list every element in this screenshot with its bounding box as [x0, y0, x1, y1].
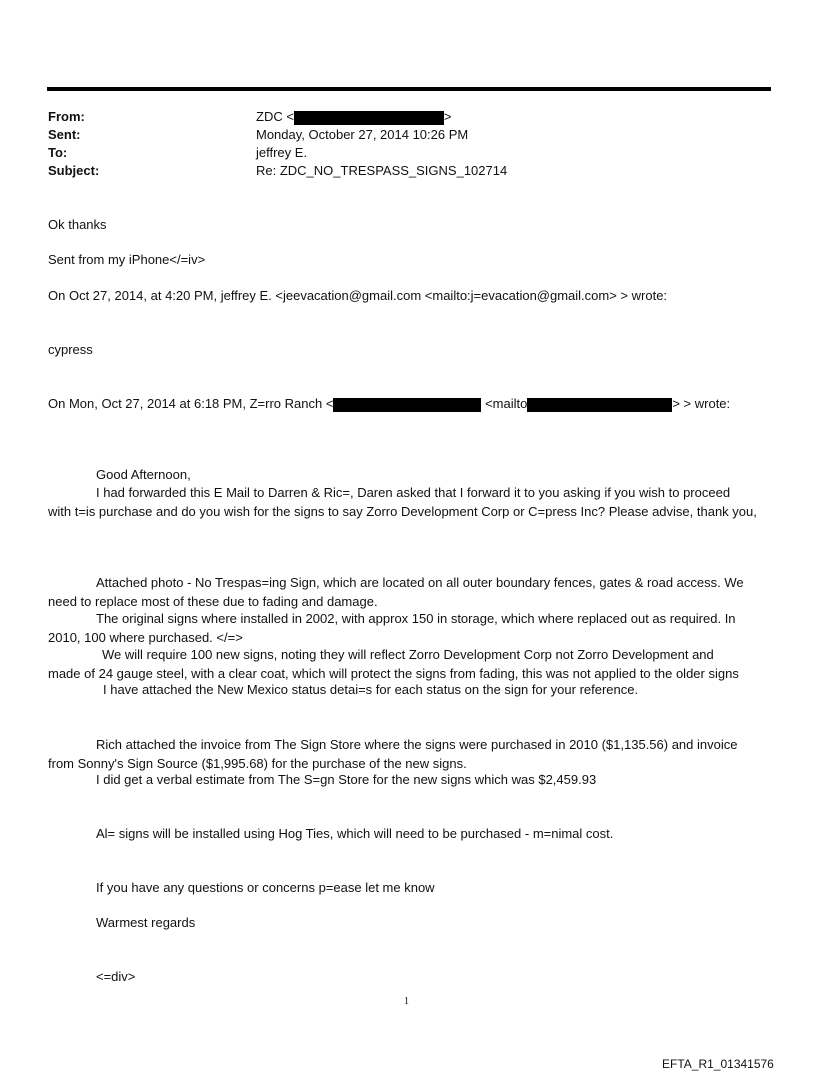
- paragraph-line: I had forwarded this E Mail to Darren & Ric=, Daren asked that I forward it to you asking if you wish to proceed: [96, 485, 731, 500]
- quote2-prefix: On Mon, Oct 27, 2014 at 6:18 PM, Z=rro Ranch <: [48, 396, 334, 411]
- paragraph-status-details: I have attached the New Mexico status detai=s for each status on the sign for your reference.: [103, 682, 639, 697]
- paragraph-line: with t=is purchase and do you wish for the signs to say Zorro Development Corp or C=press Inc? Please advise, thank you,: [48, 503, 757, 519]
- quote2-mid: <mailto: [485, 396, 528, 411]
- paragraph-new-signs: [48, 646, 772, 683]
- subject-value: Re: ZDC_NO_TRESPASS_SIGNS_102714: [256, 163, 508, 178]
- to-label: To:: [48, 145, 68, 160]
- paragraph-line: made of 24 gauge steel, with a clear coat, which will protect the signs from fading, this was not applied to the older signs: [48, 665, 739, 681]
- paragraph-line: We will require 100 new signs, noting they will reflect Zorro Development Corp not Zorro Development and: [102, 647, 714, 662]
- from-value: [256, 109, 452, 125]
- to-value: jeffrey E.: [256, 145, 308, 160]
- quote2-header: [48, 396, 730, 412]
- quote2-suffix: > > wrote:: [672, 396, 731, 411]
- quote1-text: cypress: [48, 342, 93, 357]
- paragraph-invoice: [48, 736, 772, 773]
- paragraph-line: Rich attached the invoice from The Sign Store where the signs were purchased in 2010 ($1,135.56) and invoice: [96, 737, 738, 752]
- signature-text: Sent from my iPhone</=iv>: [48, 252, 206, 267]
- paragraph-questions: If you have any questions or concerns p=ease let me know: [96, 880, 435, 895]
- closing-text: Warmest regards: [96, 915, 196, 930]
- reply-text: Ok thanks: [48, 217, 107, 232]
- header-rule: [47, 87, 771, 91]
- paragraph-photo: [48, 574, 772, 611]
- redaction-bar: [294, 111, 444, 125]
- bates-number: EFTA_R1_01341576: [662, 1057, 774, 1071]
- paragraph-line: from Sonny's Sign Source ($1,995.68) for the purchase of the new signs.: [48, 755, 467, 771]
- redaction-bar: [333, 398, 481, 412]
- sent-value: Monday, October 27, 2014 10:26 PM: [256, 127, 469, 142]
- page-number: 1: [404, 996, 409, 1007]
- end-tag-text: <=div>: [96, 969, 136, 984]
- paragraph-hog-ties: Al= signs will be installed using Hog Ties, which will need to be purchased - m=nimal cost.: [96, 826, 614, 841]
- quote1-header: On Oct 27, 2014, at 4:20 PM, jeffrey E. <jeevacation@gmail.com <mailto:j=evacation@gmail.com> > wrote:: [48, 288, 668, 303]
- redaction-bar: [527, 398, 672, 412]
- from-suffix: >: [443, 109, 452, 124]
- from-label: From:: [48, 109, 85, 124]
- paragraph-line: The original signs where installed in 2002, with approx 150 in storage, which where replaced out as required. In: [96, 611, 736, 626]
- paragraph-estimate: I did get a verbal estimate from The S=gn Store for the new signs which was $2,459.93: [96, 772, 597, 787]
- paragraph-original-signs: [48, 610, 772, 647]
- subject-label: Subject:: [48, 163, 100, 178]
- sent-label: Sent:: [48, 127, 81, 142]
- paragraph-line: Attached photo - No Trespas=ing Sign, which are located on all outer boundary fences, gates & road access. We: [96, 575, 744, 590]
- paragraph-line: need to replace most of these due to fading and damage.: [48, 593, 378, 609]
- paragraph-forward: [48, 484, 772, 521]
- paragraph-line: 2010, 100 where purchased. </=>: [48, 629, 243, 645]
- from-prefix: ZDC <: [256, 109, 294, 124]
- greeting: Good Afternoon,: [96, 467, 191, 482]
